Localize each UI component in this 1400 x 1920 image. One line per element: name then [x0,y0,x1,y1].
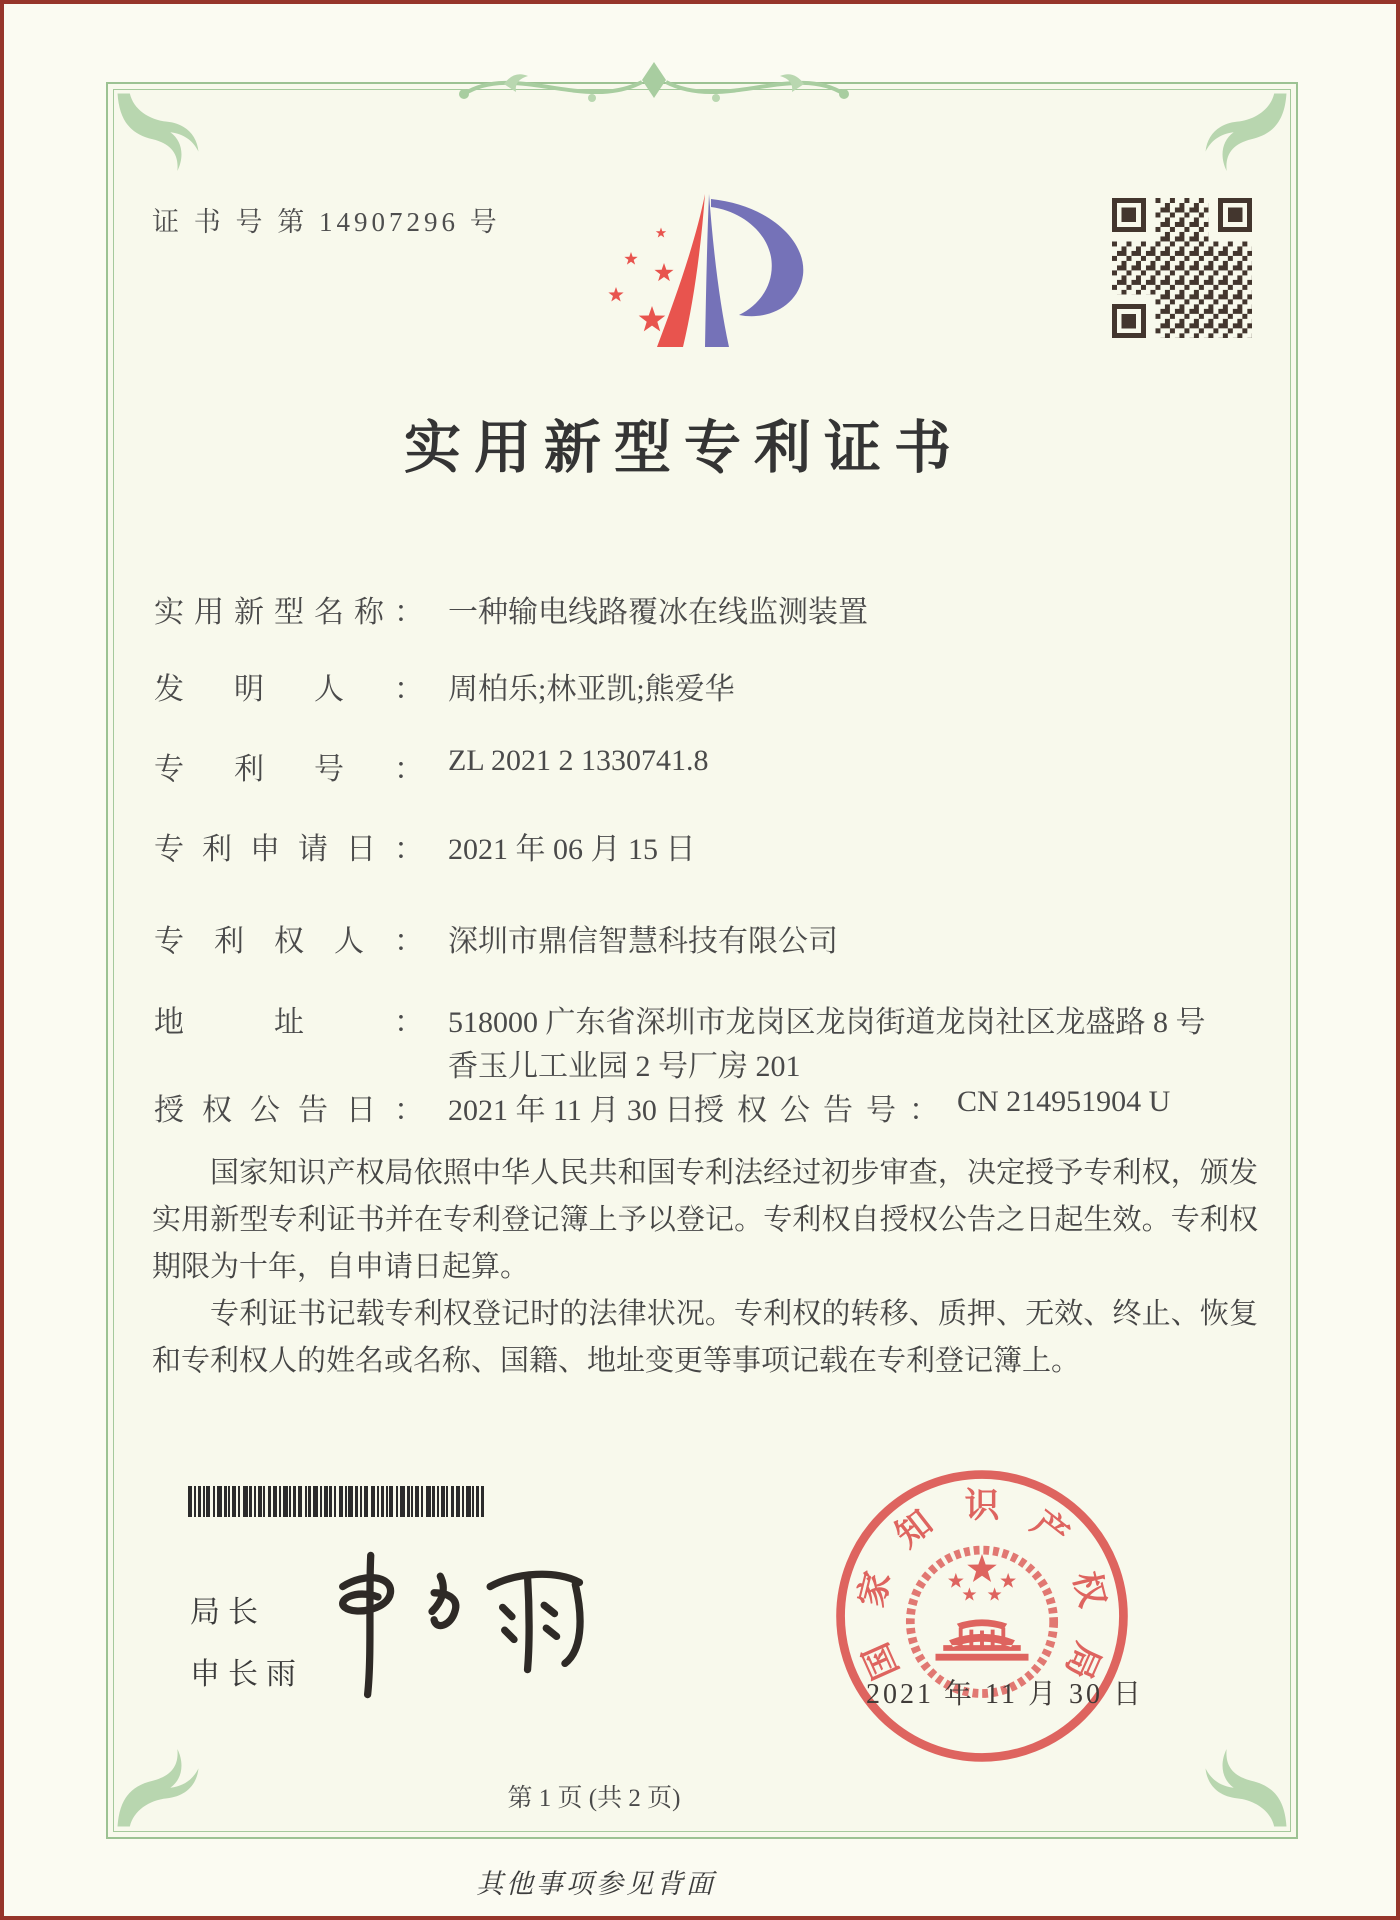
seal-char: 知 [888,1502,940,1556]
legal-text [152,1150,1258,1385]
field-label: 发明人： [154,673,424,706]
field-label: 授权公告号： [694,1094,939,1127]
field-value: 518000 广东省深圳市龙岗区龙岗街道龙岗社区龙盛路 8 号 [448,1006,1206,1039]
field-value: 2021 年 11 月 30 日 [448,1094,695,1127]
field-address [154,997,1274,1041]
officer-name: 申长雨 [190,1658,304,1691]
field-filing-date [154,824,1274,868]
field-inventors [154,664,1274,708]
qr-code-icon [1112,198,1252,338]
back-side-note: 其他事项参见背面 [476,1869,716,1899]
seal-char: 权 [1066,1567,1113,1611]
field-label: 实用新型名称： [154,596,424,629]
document-title: 实用新型专利证书 [404,417,964,480]
field-utility-model-name [154,587,1274,631]
field-label: 地址： [154,1006,424,1039]
seal-char: 家 [851,1567,898,1611]
corner-flourish-icon [114,90,202,178]
field-value: 周柏乐;林亚凯;熊爱华 [448,673,735,706]
field-label: 专利权人： [154,925,424,958]
legal-paragraph-2: 专利证书记载专利权登记时的法律状况。专利权的转移、质押、无效、终止、恢复和专利权人的姓名或名称、国籍、地址变更等事项记载在专利登记簿上。 [152,1298,1258,1377]
field-label: 专利申请日： [154,833,424,866]
field-label: 授权公告日： [154,1094,424,1127]
certificate-number: 证 书 号 第 14907296 号 [152,207,501,237]
seal-char: 局 [1057,1637,1108,1685]
seal-date: 2021 年 11 月 30 日 [866,1679,1144,1710]
legal-paragraph-1: 国家知识产权局依照中华人民共和国专利法经过初步审查，决定授予专利权，颁发实用新型专利证书并在专利登记簿上予以登记。专利权自授权公告之日起生效。专利权期限为十年，自申请日起算。 [152,1157,1258,1283]
corner-flourish-icon [1202,90,1290,178]
field-value: ZL 2021 2 1330741.8 [448,744,709,777]
field-address-line2: 香玉儿工业园 2 号厂房 201 [448,1050,801,1083]
page-number: 第 1 页 (共 2 页) [507,1785,681,1812]
officer-title: 局长 [190,1596,266,1629]
barcode-icon [188,1486,484,1517]
corner-flourish-icon [1202,1742,1290,1830]
field-grant-number [694,1085,1170,1129]
cnipa-logo-icon [579,188,819,358]
field-value: 一种输电线路覆冰在线监测装置 [448,596,868,629]
field-label: 专利号： [154,753,424,786]
field-value: 深圳市鼎信智慧科技有限公司 [448,925,838,958]
field-value: CN 214951904 U [957,1085,1171,1118]
field-value: 2021 年 06 月 15 日 [448,833,696,866]
seal-char: 产 [1024,1502,1076,1556]
top-ornament-icon [444,54,864,120]
field-patentee [154,916,1274,960]
cnipa-seal-icon [827,1461,1137,1771]
corner-flourish-icon [114,1742,202,1830]
seal-char: 国 [856,1637,907,1685]
field-patent-number [154,744,1274,788]
director-signature-icon [324,1546,594,1704]
seal-char: 识 [964,1486,1000,1526]
